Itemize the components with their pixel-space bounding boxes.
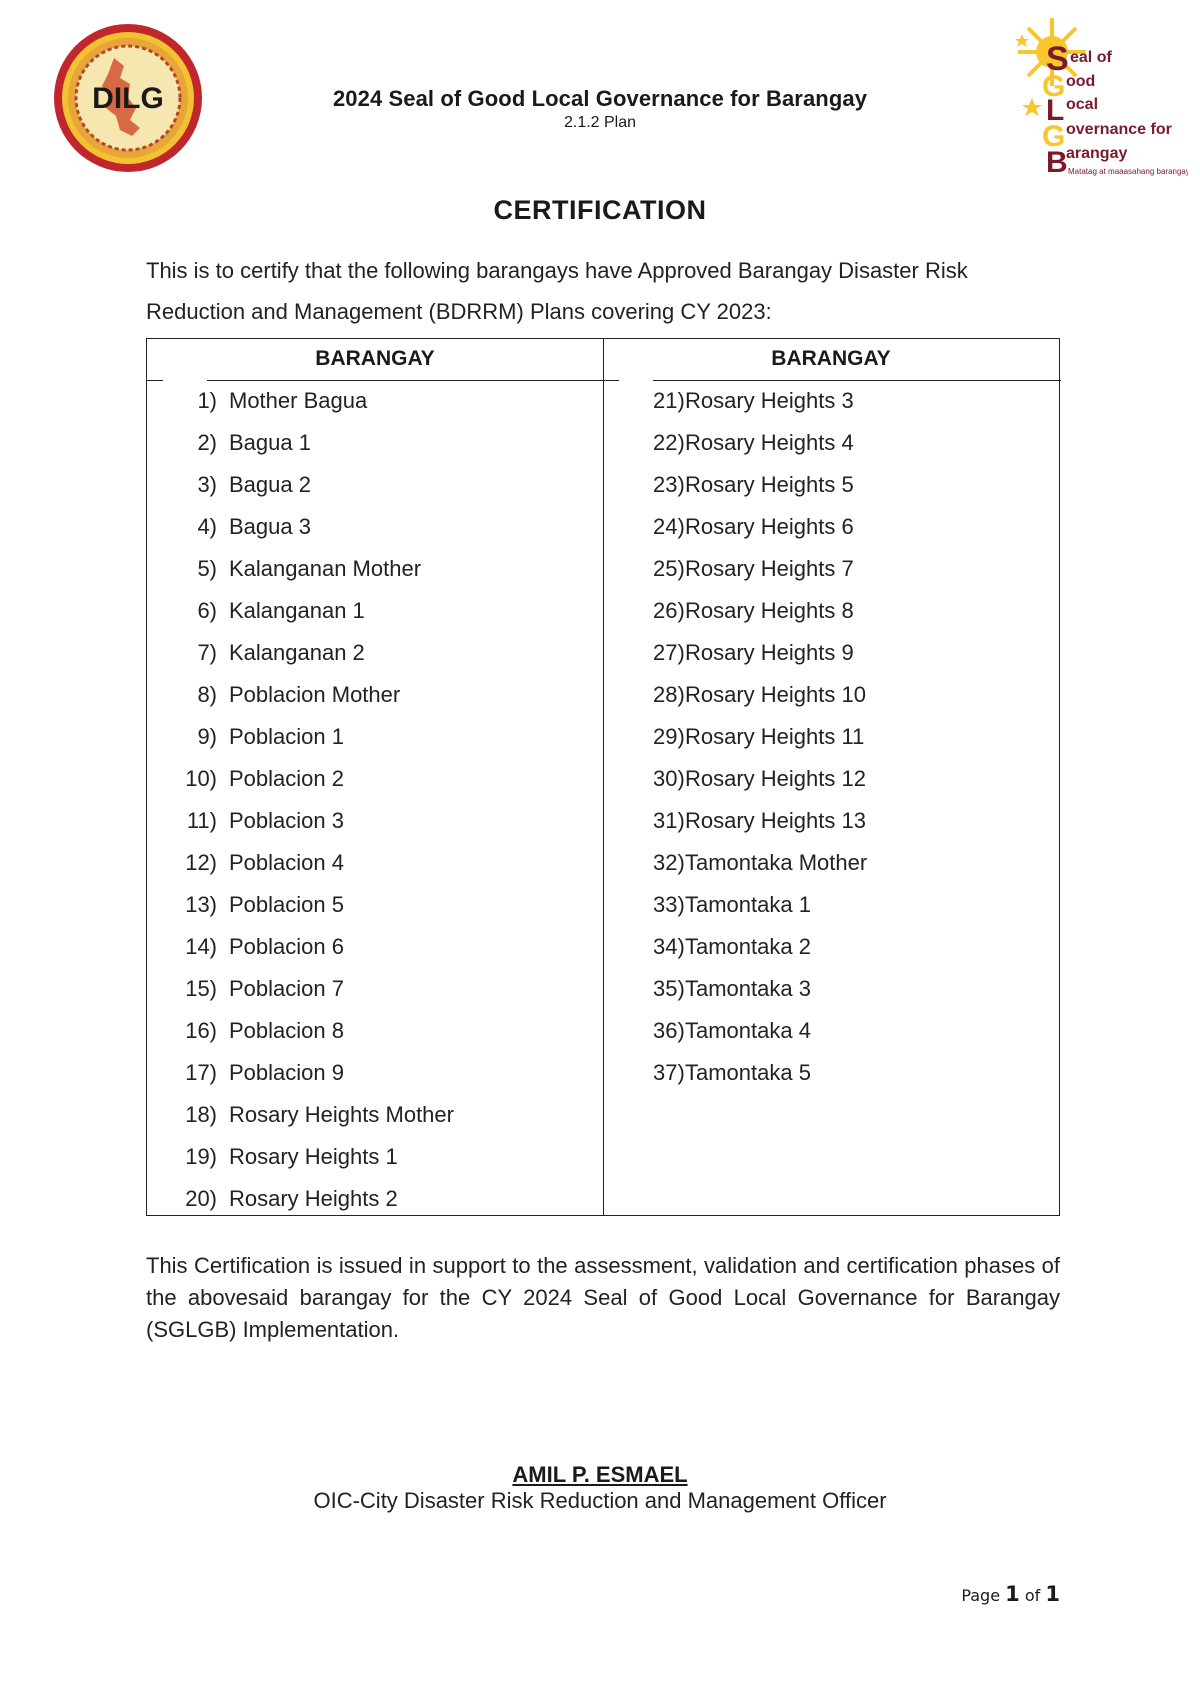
barangay-list-item — [147, 380, 603, 422]
page-label: Page — [961, 1586, 1001, 1605]
barangay-list-item — [147, 716, 603, 758]
barangay-name: Poblacion 1 — [229, 724, 344, 749]
page-total: 1 — [1045, 1582, 1060, 1606]
barangay-number: 33) — [653, 892, 685, 917]
barangay-number: 29) — [653, 724, 685, 749]
barangay-list-item — [147, 464, 603, 506]
barangay-list-item — [603, 884, 1059, 926]
barangay-list-item — [603, 1052, 1059, 1094]
barangay-list-item — [603, 464, 1059, 506]
barangay-name: Tamontaka 4 — [685, 1018, 811, 1043]
signatory-title: OIC-City Disaster Risk Reduction and Management Officer — [313, 1488, 887, 1513]
barangay-name: Poblacion 6 — [229, 934, 344, 959]
barangay-list-item — [147, 926, 603, 968]
sglgb-letter-l: L — [1046, 94, 1065, 127]
barangay-name: Rosary Heights Mother — [229, 1102, 454, 1127]
barangay-name: Poblacion 3 — [229, 808, 344, 833]
barangay-list-item — [603, 758, 1059, 800]
barangay-list-item — [603, 674, 1059, 716]
barangay-name: Kalanganan 2 — [229, 640, 365, 665]
barangay-name: Rosary Heights 6 — [685, 514, 854, 539]
dilg-logo-text: DILG — [92, 82, 164, 115]
barangay-list-item — [147, 1094, 603, 1136]
barangay-name: Rosary Heights 2 — [229, 1186, 398, 1211]
barangay-name: Poblacion 5 — [229, 892, 344, 917]
barangay-number: 25) — [653, 556, 685, 581]
barangay-name: Rosary Heights 7 — [685, 556, 854, 581]
barangay-name: Tamontaka Mother — [685, 850, 868, 875]
barangay-number: 9) — [197, 724, 217, 749]
barangay-number: 32) — [653, 850, 685, 875]
barangay-list-item — [147, 1010, 603, 1052]
barangay-name: Rosary Heights 1 — [229, 1144, 398, 1169]
barangay-list-item — [603, 590, 1059, 632]
barangay-list-item — [147, 884, 603, 926]
barangay-number: 17) — [185, 1060, 217, 1085]
barangay-number: 2) — [197, 430, 217, 455]
barangay-name: Rosary Heights 12 — [685, 766, 866, 791]
barangay-number: 26) — [653, 598, 685, 623]
barangay-number: 10) — [185, 766, 217, 791]
barangay-name: Rosary Heights 11 — [685, 724, 865, 749]
barangay-number: 22) — [653, 430, 685, 455]
barangay-name: Tamontaka 1 — [685, 892, 811, 917]
column-header-left: BARANGAY — [315, 347, 435, 370]
barangay-name: Kalanganan 1 — [229, 598, 365, 623]
barangay-name: Kalanganan Mother — [229, 556, 422, 581]
barangay-number: 30) — [653, 766, 685, 791]
barangay-number: 35) — [653, 976, 685, 1001]
barangay-name: Poblacion 7 — [229, 976, 344, 1001]
barangay-number: 7) — [197, 640, 217, 665]
sglgb-letter-g1: G — [1042, 70, 1066, 103]
barangay-list-item — [603, 1010, 1059, 1052]
barangay-number: 8) — [197, 682, 217, 707]
barangay-list-right — [603, 380, 1059, 1094]
barangay-number: 16) — [185, 1018, 217, 1043]
sglgb-word-3: ocal — [1066, 96, 1099, 113]
barangay-list-item — [147, 842, 603, 884]
header-title: 2024 Seal of Good Local Governance for Barangay — [332, 86, 868, 111]
barangay-number: 11) — [186, 808, 217, 833]
barangay-name: Rosary Heights 8 — [685, 598, 854, 623]
sglgb-letter-g2: G — [1042, 120, 1066, 153]
barangay-number: 24) — [653, 514, 685, 539]
page-footer — [961, 1582, 1060, 1606]
barangay-number: 1) — [197, 388, 217, 413]
barangay-name: Poblacion Mother — [229, 682, 401, 707]
barangay-name: Poblacion 9 — [229, 1060, 344, 1085]
barangay-number: 36) — [653, 1018, 685, 1043]
barangay-list-item — [603, 422, 1059, 464]
barangay-list-item — [603, 632, 1059, 674]
barangay-name: Rosary Heights 5 — [685, 472, 854, 497]
barangay-name: Rosary Heights 13 — [685, 808, 866, 833]
sglgb-word-4: overnance for — [1066, 121, 1172, 138]
closing-paragraph: This Certification is issued in support to the assessment, validation and certification phases of the abovesaid barangay for the CY 2024 Seal of Good Local Governance for Barangay (SGLGB) Implementation. — [146, 1253, 1060, 1342]
barangay-list-item — [147, 1052, 603, 1094]
barangay-number: 4) — [197, 514, 217, 539]
barangay-list-item — [147, 632, 603, 674]
barangay-number: 18) — [185, 1102, 217, 1127]
barangay-number: 21) — [653, 388, 685, 413]
barangay-number: 14) — [185, 934, 217, 959]
barangay-number: 37) — [653, 1060, 685, 1085]
page-number: 1 — [1005, 1582, 1020, 1606]
page-of-label: of — [1024, 1586, 1041, 1605]
barangay-number: 5) — [197, 556, 217, 581]
barangay-list-item — [603, 380, 1059, 422]
barangay-list-item — [147, 548, 603, 590]
barangay-list-item — [147, 422, 603, 464]
barangay-list-item — [603, 842, 1059, 884]
barangay-name: Bagua 3 — [229, 514, 311, 539]
sglgb-word-2: ood — [1066, 73, 1096, 90]
barangay-number: 31) — [653, 808, 685, 833]
sglgb-word-5: arangay — [1066, 145, 1128, 162]
barangay-list-item — [147, 506, 603, 548]
barangay-list-item — [147, 1178, 603, 1220]
barangay-name: Bagua 2 — [229, 472, 311, 497]
document-title: CERTIFICATION — [493, 195, 707, 225]
barangay-list-item — [603, 716, 1059, 758]
barangay-number: 3) — [197, 472, 217, 497]
barangay-number: 28) — [653, 682, 685, 707]
barangay-list-item — [603, 926, 1059, 968]
barangay-name: Tamontaka 5 — [685, 1060, 811, 1085]
barangay-number: 27) — [653, 640, 685, 665]
barangay-list-left — [147, 380, 603, 1220]
barangay-list-item — [603, 506, 1059, 548]
barangay-name: Rosary Heights 9 — [685, 640, 854, 665]
sglgb-word-1: eal of — [1070, 49, 1112, 66]
sglgb-tagline: Matatag at maaasahang barangay — [1068, 167, 1188, 176]
barangay-number: 6) — [197, 598, 217, 623]
barangay-list-item — [147, 968, 603, 1010]
barangay-name: Mother Bagua — [229, 388, 368, 413]
barangay-name: Rosary Heights 3 — [685, 388, 854, 413]
barangay-list-item — [147, 1136, 603, 1178]
barangay-name: Rosary Heights 10 — [685, 682, 866, 707]
barangay-list-item — [147, 674, 603, 716]
barangay-name: Bagua 1 — [229, 430, 311, 455]
barangay-list-item — [603, 968, 1059, 1010]
barangay-list-item — [603, 800, 1059, 842]
barangay-list-item — [147, 758, 603, 800]
barangay-name: Tamontaka 3 — [685, 976, 811, 1001]
barangay-name: Poblacion 2 — [229, 766, 344, 791]
barangay-number: 19) — [185, 1144, 217, 1169]
sglgb-letter-b: B — [1046, 146, 1068, 179]
barangay-number: 23) — [653, 472, 685, 497]
barangay-list-item — [147, 800, 603, 842]
barangay-table — [146, 338, 1060, 1216]
barangay-number: 13) — [185, 892, 217, 917]
barangay-name: Tamontaka 2 — [685, 934, 811, 959]
signatory-name: AMIL P. ESMAEL — [512, 1462, 688, 1487]
barangay-name: Rosary Heights 4 — [685, 430, 854, 455]
barangay-number: 12) — [185, 850, 217, 875]
barangay-list-item — [603, 548, 1059, 590]
sglgb-letter-s: S — [1046, 40, 1069, 78]
barangay-number: 15) — [185, 976, 217, 1001]
barangay-name: Poblacion 8 — [229, 1018, 344, 1043]
barangay-number: 34) — [653, 934, 685, 959]
intro-paragraph: This is to certify that the following barangays have Approved Barangay Disaster Risk Reduction and Management (BDRRM) Plans covering CY 2023: — [146, 258, 968, 324]
barangay-name: Poblacion 4 — [229, 850, 344, 875]
barangay-list-item — [147, 590, 603, 632]
barangay-number: 20) — [185, 1186, 217, 1211]
header-subtitle: 2.1.2 Plan — [563, 114, 637, 131]
column-header-right: BARANGAY — [771, 347, 891, 370]
